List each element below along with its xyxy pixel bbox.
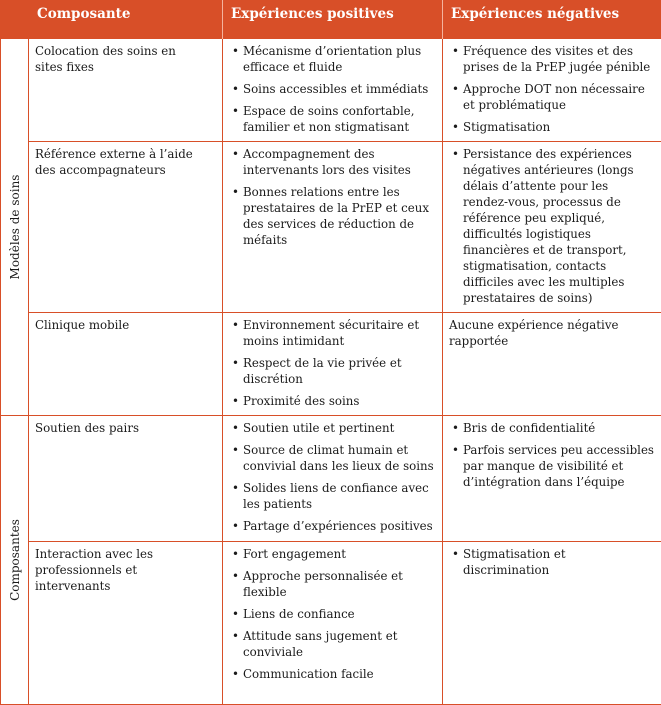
component-cell [29, 39, 223, 142]
component-label: Clinique mobile [29, 313, 222, 333]
group-care-models [1, 39, 29, 416]
list-item: • Espace de soins confortable, familier et non stigmatisant [243, 103, 436, 135]
list-item: • Approche DOT non nécessaire et problématique [463, 81, 655, 113]
group-components [1, 416, 29, 705]
header-row [1, 0, 661, 39]
header-component: Composante [29, 0, 223, 39]
table-row [1, 542, 661, 705]
list-item: • Approche personnalisée et flexible [243, 568, 436, 600]
list-item: • Bris de confidentialité [463, 420, 655, 436]
list-item: • Accompagnement des intervenants lors des visites [243, 146, 436, 178]
positive-cell [223, 39, 443, 142]
list-item: • Bonnes relations entre les prestataires de la PrEP et ceux des services de réduction de méfaits [243, 184, 436, 248]
list-item: • Soins accessibles et immédiats [243, 81, 436, 97]
negative-cell [443, 39, 661, 142]
component-label: Interaction avec les professionnels et intervenants [29, 542, 216, 594]
table-row [1, 313, 661, 416]
table-row [1, 39, 661, 142]
table-row [1, 142, 661, 313]
component-label: Soutien des pairs [29, 416, 222, 436]
table-row [1, 416, 661, 542]
positive-cell [223, 542, 443, 705]
negative-cell [443, 142, 661, 313]
list-item: • Respect de la vie privée et discrétion [243, 355, 436, 387]
component-cell [29, 142, 223, 313]
header-positive: Expériences positives [223, 0, 443, 39]
list-item: • Communication facile [243, 666, 436, 682]
list-item: • Parfois services peu accessibles par manque de visibilité et d’intégration dans l’équipe [463, 442, 655, 490]
list-item: • Mécanisme d’orientation plus efficace et fluide [243, 43, 436, 75]
list-item: • Liens de confiance [243, 606, 436, 622]
positive-cell [223, 313, 443, 416]
component-label: Colocation des soins en sites fixes [29, 39, 191, 75]
negative-cell [443, 542, 661, 705]
negative-cell [443, 416, 661, 542]
positive-cell [223, 142, 443, 313]
negative-text: Aucune expérience négative rapportée [449, 317, 655, 349]
list-item: • Fort engagement [243, 546, 436, 562]
list-item: • Stigmatisation [463, 119, 655, 135]
negative-cell [443, 313, 661, 416]
list-item: • Persistance des expériences négatives antérieures (longs délais d’attente pour les rendez-vous, processus de référence peu expliqué, difficultés logistiques financières et de transport, stigmatisation, contacts difficiles avec les multiples prestataires de soins) [463, 146, 655, 306]
component-label: Référence externe à l’aide des accompagnateurs [29, 142, 201, 178]
positive-cell [223, 416, 443, 542]
header-negative: Expériences négatives [443, 0, 661, 39]
header-blank [1, 0, 29, 39]
component-cell [29, 542, 223, 705]
list-item: • Environnement sécuritaire et moins intimidant [243, 317, 436, 349]
list-item: • Source de climat humain et convivial dans les lieux de soins [243, 442, 436, 474]
list-item: • Solides liens de confiance avec les patients [243, 480, 436, 512]
list-item: • Stigmatisation et discrimination [463, 546, 655, 578]
group-label-components: Composantes [7, 519, 23, 601]
component-cell [29, 313, 223, 416]
list-item: • Fréquence des visites et des prises de la PrEP jugée pénible [463, 43, 655, 75]
list-item: • Attitude sans jugement et conviviale [243, 628, 436, 660]
group-label-care-models: Modèles de soins [7, 175, 23, 280]
list-item: • Proximité des soins [243, 393, 436, 409]
list-item: • Partage d’expériences positives [243, 518, 436, 534]
component-cell [29, 416, 223, 542]
list-item: • Soutien utile et pertinent [243, 420, 436, 436]
